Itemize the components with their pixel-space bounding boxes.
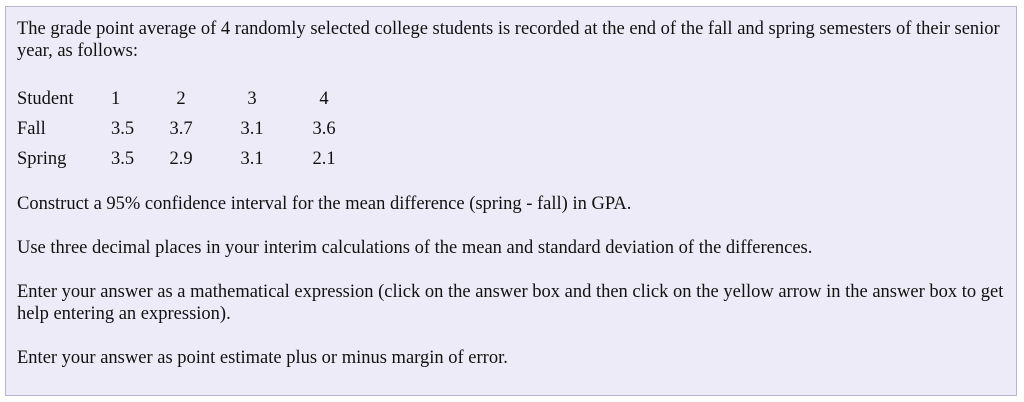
table-row: [17, 84, 363, 114]
table-cell: 3.6: [312, 119, 336, 139]
table-row: [17, 114, 363, 144]
table-cell: 3.1: [240, 149, 264, 169]
table-cell: 3: [247, 89, 257, 109]
table-cell: 3.5: [111, 149, 135, 169]
instruction-decimal-places: Use three decimal places in your interim calculations of the mean and standard deviation of the differences.: [17, 238, 813, 258]
table-cell: 3.1: [240, 119, 264, 139]
row-label-spring: Spring: [17, 149, 67, 169]
row-label-student: Student: [17, 89, 74, 109]
table-cell: 2.9: [169, 149, 193, 169]
table-cell: 4: [319, 89, 329, 109]
table-cell: 2.1: [312, 149, 336, 169]
question-panel: [5, 6, 1017, 396]
table-cell: 3.7: [169, 119, 193, 139]
instruction-construct: Construct a 95% confidence interval for the mean difference (spring - fall) in GPA.: [17, 194, 632, 214]
table-cell: 2: [176, 89, 186, 109]
question-intro: The grade point average of 4 randomly selected college students is recorded at the end of the fall and spring semesters of their senior year, as follows:: [17, 19, 1000, 61]
instruction-enter-expression: Enter your answer as a mathematical expression (click on the answer box and then click on the yellow arrow in the answer box to get help entering an expression).: [17, 282, 1004, 324]
table-row: [17, 144, 363, 174]
gpa-table: [17, 84, 363, 174]
table-cell: 1: [111, 89, 121, 109]
row-label-fall: Fall: [17, 119, 46, 139]
table-cell: 3.5: [111, 119, 135, 139]
instruction-point-estimate: Enter your answer as point estimate plus or minus margin of error.: [17, 348, 508, 368]
